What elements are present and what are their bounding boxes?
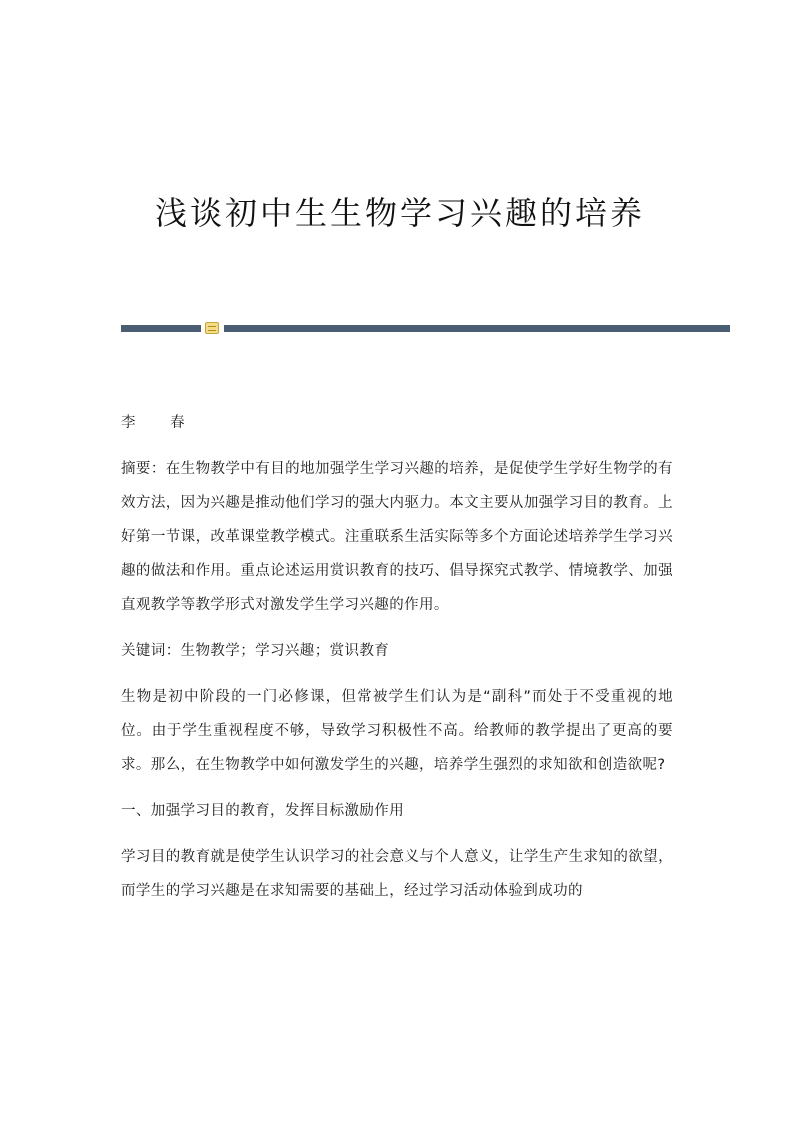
paper-title: 浅谈初中生生物学习兴趣的培养 [154,194,645,232]
paper-body [121,406,673,920]
author: 李 春 [121,415,200,431]
abstract: 摘要：在生物教学中有目的地加强学生学习兴趣的培养，是促使学生学好生物学的有效方法，因为兴趣是推动他们学习的强大内驱力。本文主要从加强学习目的教育。上好第一节课，改革课堂教学模式。注重联系生活实际等多个方面论述培养学生学习兴趣的做法和作用。重点论述运用赏识教育的技巧、倡导探究式教学、情境教学、加强直观教学等教学形式对激发学生学习兴趣的作用。 [121,461,673,613]
intro-paragraph: 生物是初中阶段的一门必修课，但常被学生们认为是“副科”而处于不受重视的地位。由于学生重视程度不够，导致学习积极性不高。给教师的教学提出了更高的要求。那么，在生物教学中如何激发学生的兴趣，培养学生强烈的求知欲和创造欲呢? [121,689,673,773]
section-heading: 一、加强学习目的教育，发挥目标激励作用 [121,803,405,819]
section-paragraph: 学习目的教育就是使学生认识学习的社会意义与个人意义，让学生产生求知的欲望，而学生的学习兴趣是在求知需要的基础上，经过学习活动体验到成功的 [121,849,673,899]
title-rule-left [121,325,201,332]
title-rule-right [224,325,730,332]
keywords: 关键词：生物教学；学习兴趣；赏识教育 [121,643,390,659]
book-icon [205,322,219,334]
